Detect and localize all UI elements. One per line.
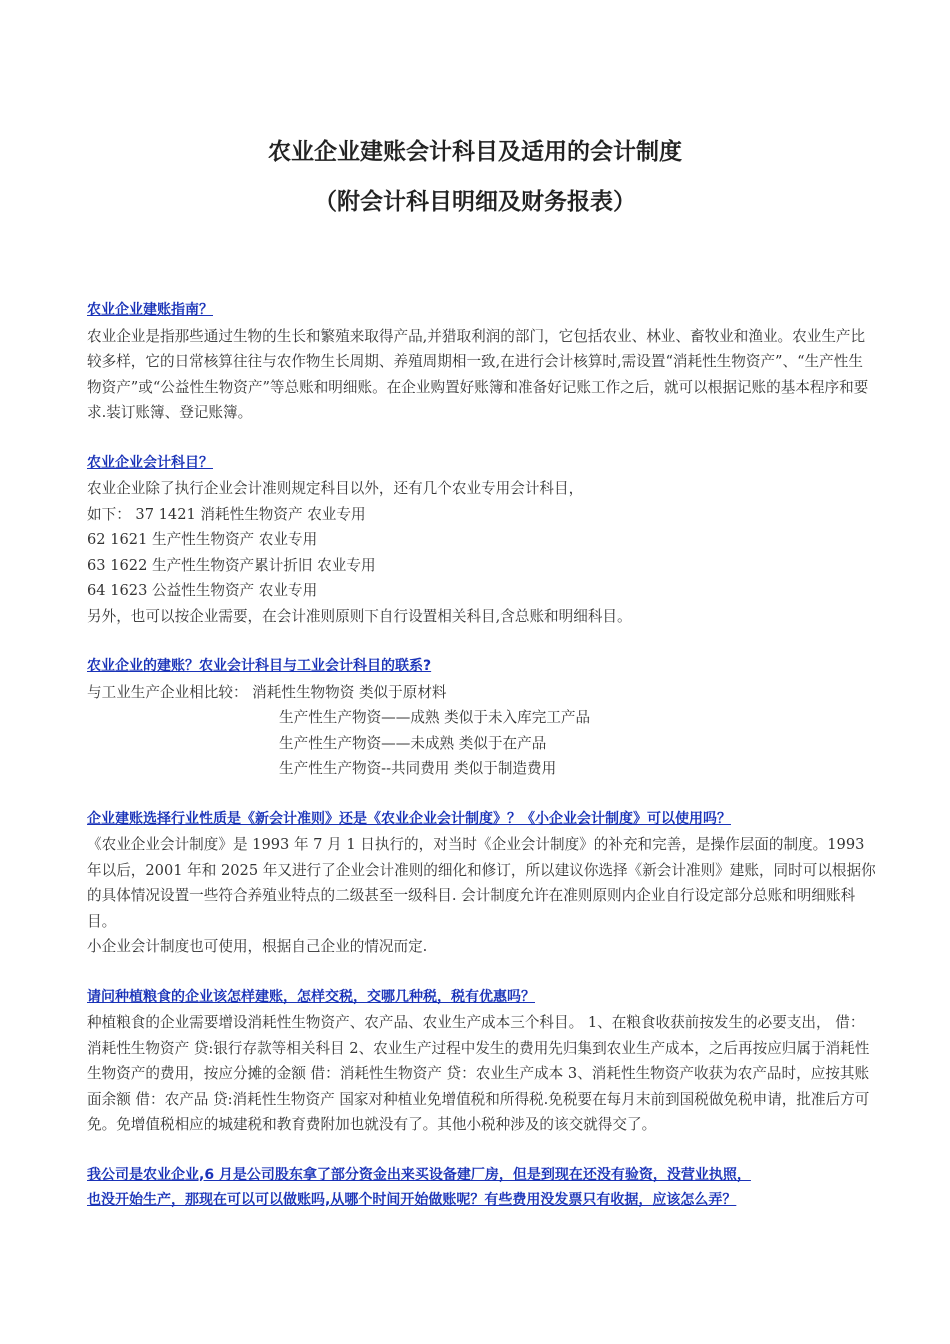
document-body (87, 298, 877, 1214)
text-line: 农业企业除了执行企业会计准则规定科目以外，还有几个农业专用会计科目， (87, 480, 584, 497)
text-line: 62 1621 生产性生物资产 农业专用 (87, 531, 318, 548)
section-heading[interactable]: 农业企业会计科目？ (87, 454, 213, 471)
section-heading[interactable]: 农业企业建账指南？ (87, 302, 213, 318)
section-heading[interactable]: 企业建账选择行业性质是《新会计准则》还是《农业企业会计制度》？《小企业会计制度》可以使用吗？ (87, 810, 731, 827)
text-line: 另外，也可以按企业需要，在会计准则原则下自行设置相关科目,含总账和明细科目。 (87, 607, 632, 625)
text-line: 63 1622 生产性生物资产累计折旧 农业专用 (87, 556, 376, 574)
indented-line: 生产性生产物资--共同费用 类似于制造费用 (279, 760, 557, 777)
document-subtitle: （附会计科目明细及财务报表） (314, 188, 636, 215)
text-line: 64 1623 公益性生物资产 农业专用 (87, 582, 318, 599)
section-heading[interactable]: 农业企业的建账？农业会计科目与工业会计科目的联系? (87, 658, 432, 674)
indented-line: 生产性生产物资——成熟 类似于未入库完工产品 (279, 709, 591, 726)
section-heading[interactable]: 我公司是农业企业,6 月是公司股东拿了部分资金出来买设备建厂房，但是到现在还没有验资，没营业执照， (87, 1166, 751, 1183)
section-heading[interactable]: 请问种植粮食的企业该怎样建账，怎样交税，交哪几种税，税有优惠吗？ (87, 988, 535, 1005)
text-line: 如下： 37 1421 消耗性生物资产 农业专用 (87, 505, 366, 523)
section-paragraph: 《农业企业会计制度》是 1993 年 7 月 1 日执行的，对当时《企业会计制度》的补充和完善，是操作层面的制度。1993 年以后，2001 年和 2025 年又进行了企业会计准则的细化和修订，所以建议你选择《新会计准则》建账，同时可以根据你的具体情况设置一些符合养殖业特点的二级甚至一级科目. 会计制度允许在准则原则内企业自行设定部分总账和明细账科目。 (87, 836, 876, 930)
section-paragraph: 小企业会计制度也可使用，根据自己企业的情况而定. (87, 938, 428, 955)
section-heading-continued[interactable]: 也没开始生产，那现在可以可以做账吗,从哪个时间开始做账呢？有些费用没发票只有收据，应该怎么弄？ (87, 1192, 737, 1208)
section-paragraph: 种植粮食的企业需要增设消耗性生物资产、农产品、农业生产成本三个科目。 1、在粮食收获前按发生的必要支出， 借：消耗性生物资产 贷:银行存款等相关科目 2、农业生产过程中发生的费用先归集到农业生产成本，之后再按应归属于消耗性生物资产的费用，按应分摊的金额 借：消耗性生物资产 贷：农业生产成本 3、消耗性生物资产收获为农产品时，应按其账面余额 借：农产品 贷:消耗性生物资产 国家对种植业免增值税和所得税.免税要在每月末前到国税做免税申请，批准后方可免。免增值税相应的城建税和教育费附加也就没有了。其他小税种涉及的该交就得交了。 (87, 1014, 870, 1133)
indented-line: 生产性生产物资——未成熟 类似于在产品 (279, 734, 547, 752)
document-title: 农业企业建账会计科目及适用的会计制度 (268, 138, 682, 165)
section-paragraph: 农业企业是指那些通过生物的生长和繁殖来取得产品,并猎取利润的部门，它包括农业、林业、畜牧业和渔业。农业生产比较多样，它的日常核算往往与农作物生长周期、养殖周期相一致,在进行会计核算时,需设置“消耗性生物资产”、“生产性生物资产”或“公益性生物资产”等总账和明细账。在企业购置好账簿和准备好记账工作之后，就可以根据记账的基本程序和要求.装订账簿、登记账簿。 (87, 327, 869, 421)
text-line: 与工业生产企业相比较： 消耗性生物物资 类似于原材料 (87, 683, 447, 701)
